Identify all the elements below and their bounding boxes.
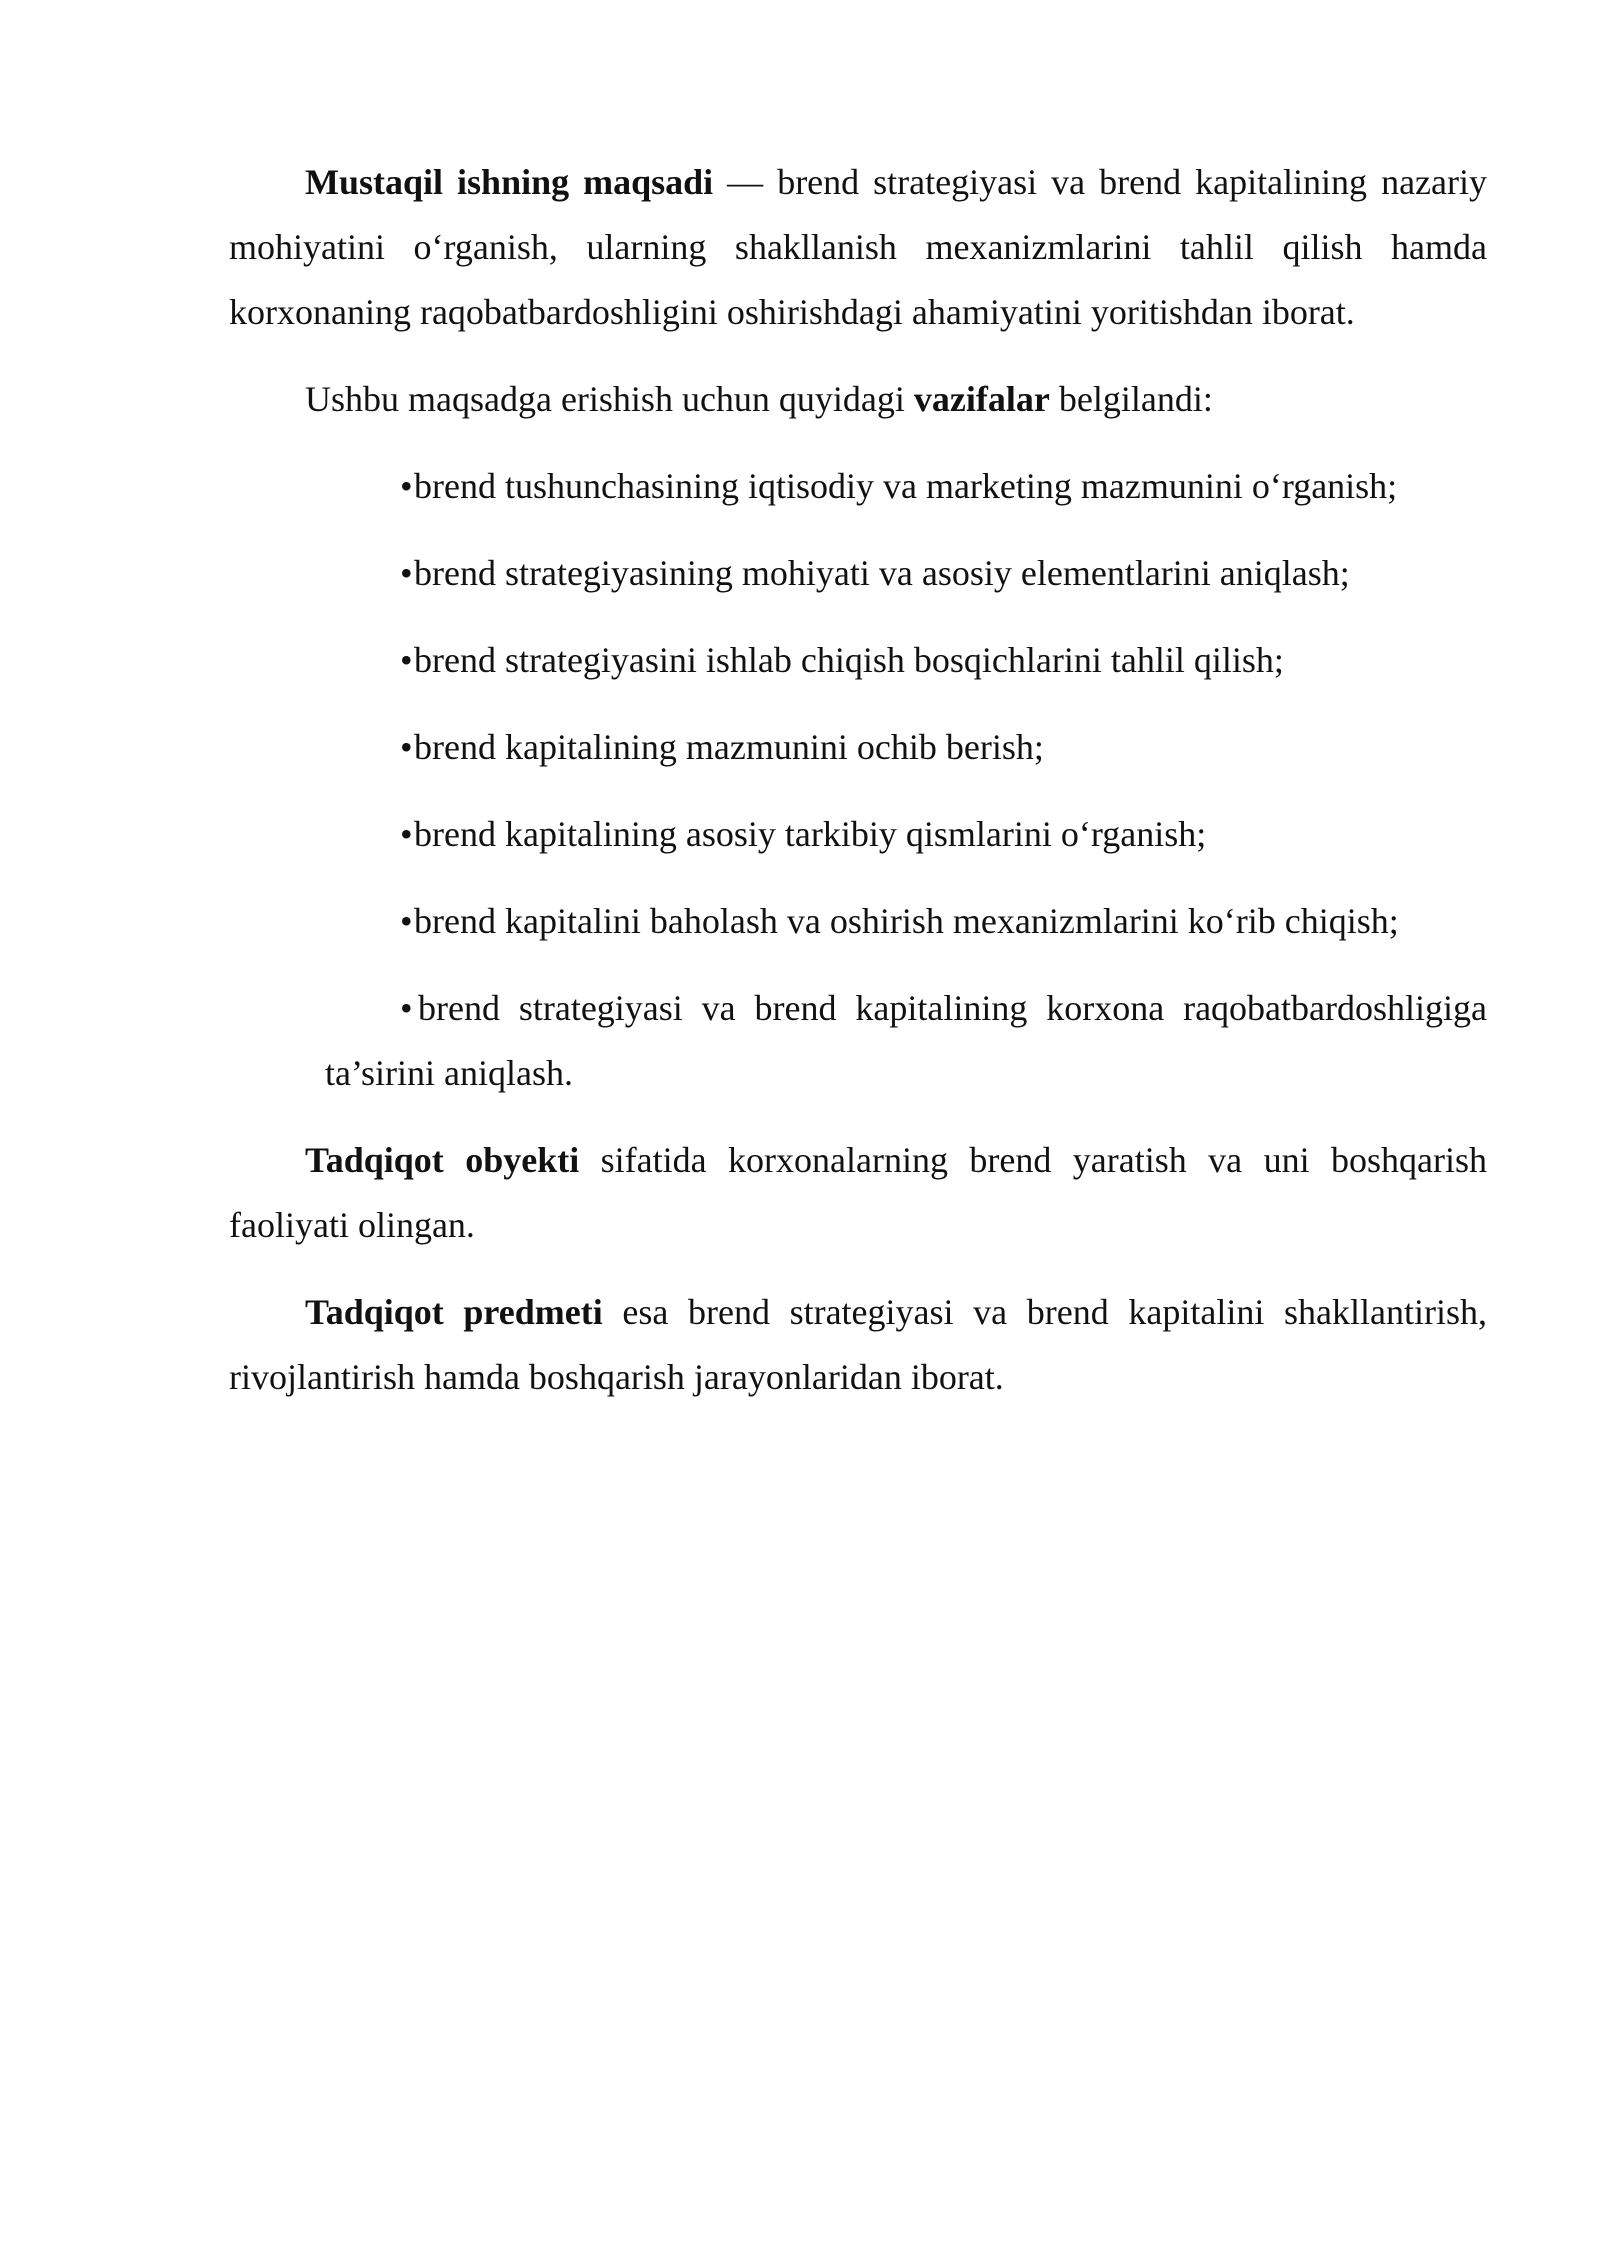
list-item: [229, 715, 1487, 780]
bullet-icon: •: [400, 640, 413, 680]
list-item: [229, 889, 1487, 954]
object-text: sifatida korxonalarning brend yaratish va uni boshqarish faoliyati olingan.: [229, 1140, 1487, 1245]
purpose-lead: Mustaqil ishning maqsadi: [305, 162, 714, 202]
task-text: brend kapitalini baholash va oshirish mexanizmlarini ko‘rib chiqish;: [414, 901, 1399, 941]
task-text: brend strategiyasi va brend kapitalining korxona raqobatbardoshligiga ta’sirini aniqlash.: [325, 988, 1487, 1093]
tasks-intro-after: belgilandi:: [1049, 379, 1213, 419]
object-paragraph: [229, 1128, 1487, 1258]
task-text: brend kapitalining asosiy tarkibiy qismlarini o‘rganish;: [414, 814, 1207, 854]
subject-lead: Tadqiqot predmeti: [305, 1292, 603, 1332]
tasks-intro-bold: vazifalar: [913, 379, 1050, 419]
tasks-intro-paragraph: [229, 367, 1487, 432]
list-item: [229, 802, 1487, 867]
bullet-icon: •: [400, 727, 413, 767]
document-page: [229, 150, 1487, 1410]
purpose-text: — brend strategiyasi va brend kapitalining nazariy mohiyatini o‘rganish, ularning shakllanish mexanizmlarini tahlil qilish hamda korxonaning raqobatbardoshligini oshirishdagi ahamiyatini yoritishdan iborat.: [229, 162, 1487, 332]
list-item: [229, 454, 1487, 519]
bullet-icon: •: [400, 988, 413, 1028]
bullet-icon: •: [400, 553, 413, 593]
subject-paragraph: [229, 1280, 1487, 1410]
task-text: brend kapitalining mazmunini ochib berish;: [414, 727, 1044, 767]
subject-text: esa brend strategiyasi va brend kapitalini shakllantirish, rivojlantirish hamda boshqarish jarayonlaridan iborat.: [229, 1292, 1487, 1397]
object-lead: Tadqiqot obyekti: [305, 1140, 580, 1180]
list-item: [325, 976, 1487, 1106]
bullet-icon: •: [400, 466, 413, 506]
purpose-paragraph: [229, 150, 1487, 345]
task-text: brend strategiyasini ishlab chiqish bosqichlarini tahlil qilish;: [414, 640, 1284, 680]
list-item: [229, 541, 1487, 606]
bullet-icon: •: [400, 901, 413, 941]
tasks-intro-before: Ushbu maqsadga erishish uchun quyidagi: [305, 379, 914, 419]
list-item: [229, 628, 1487, 693]
tasks-list: [229, 454, 1487, 1106]
bullet-icon: •: [400, 814, 413, 854]
task-text: brend tushunchasining iqtisodiy va marketing mazmunini o‘rganish;: [414, 466, 1398, 506]
task-text: brend strategiyasining mohiyati va asosiy elementlarini aniqlash;: [414, 553, 1350, 593]
